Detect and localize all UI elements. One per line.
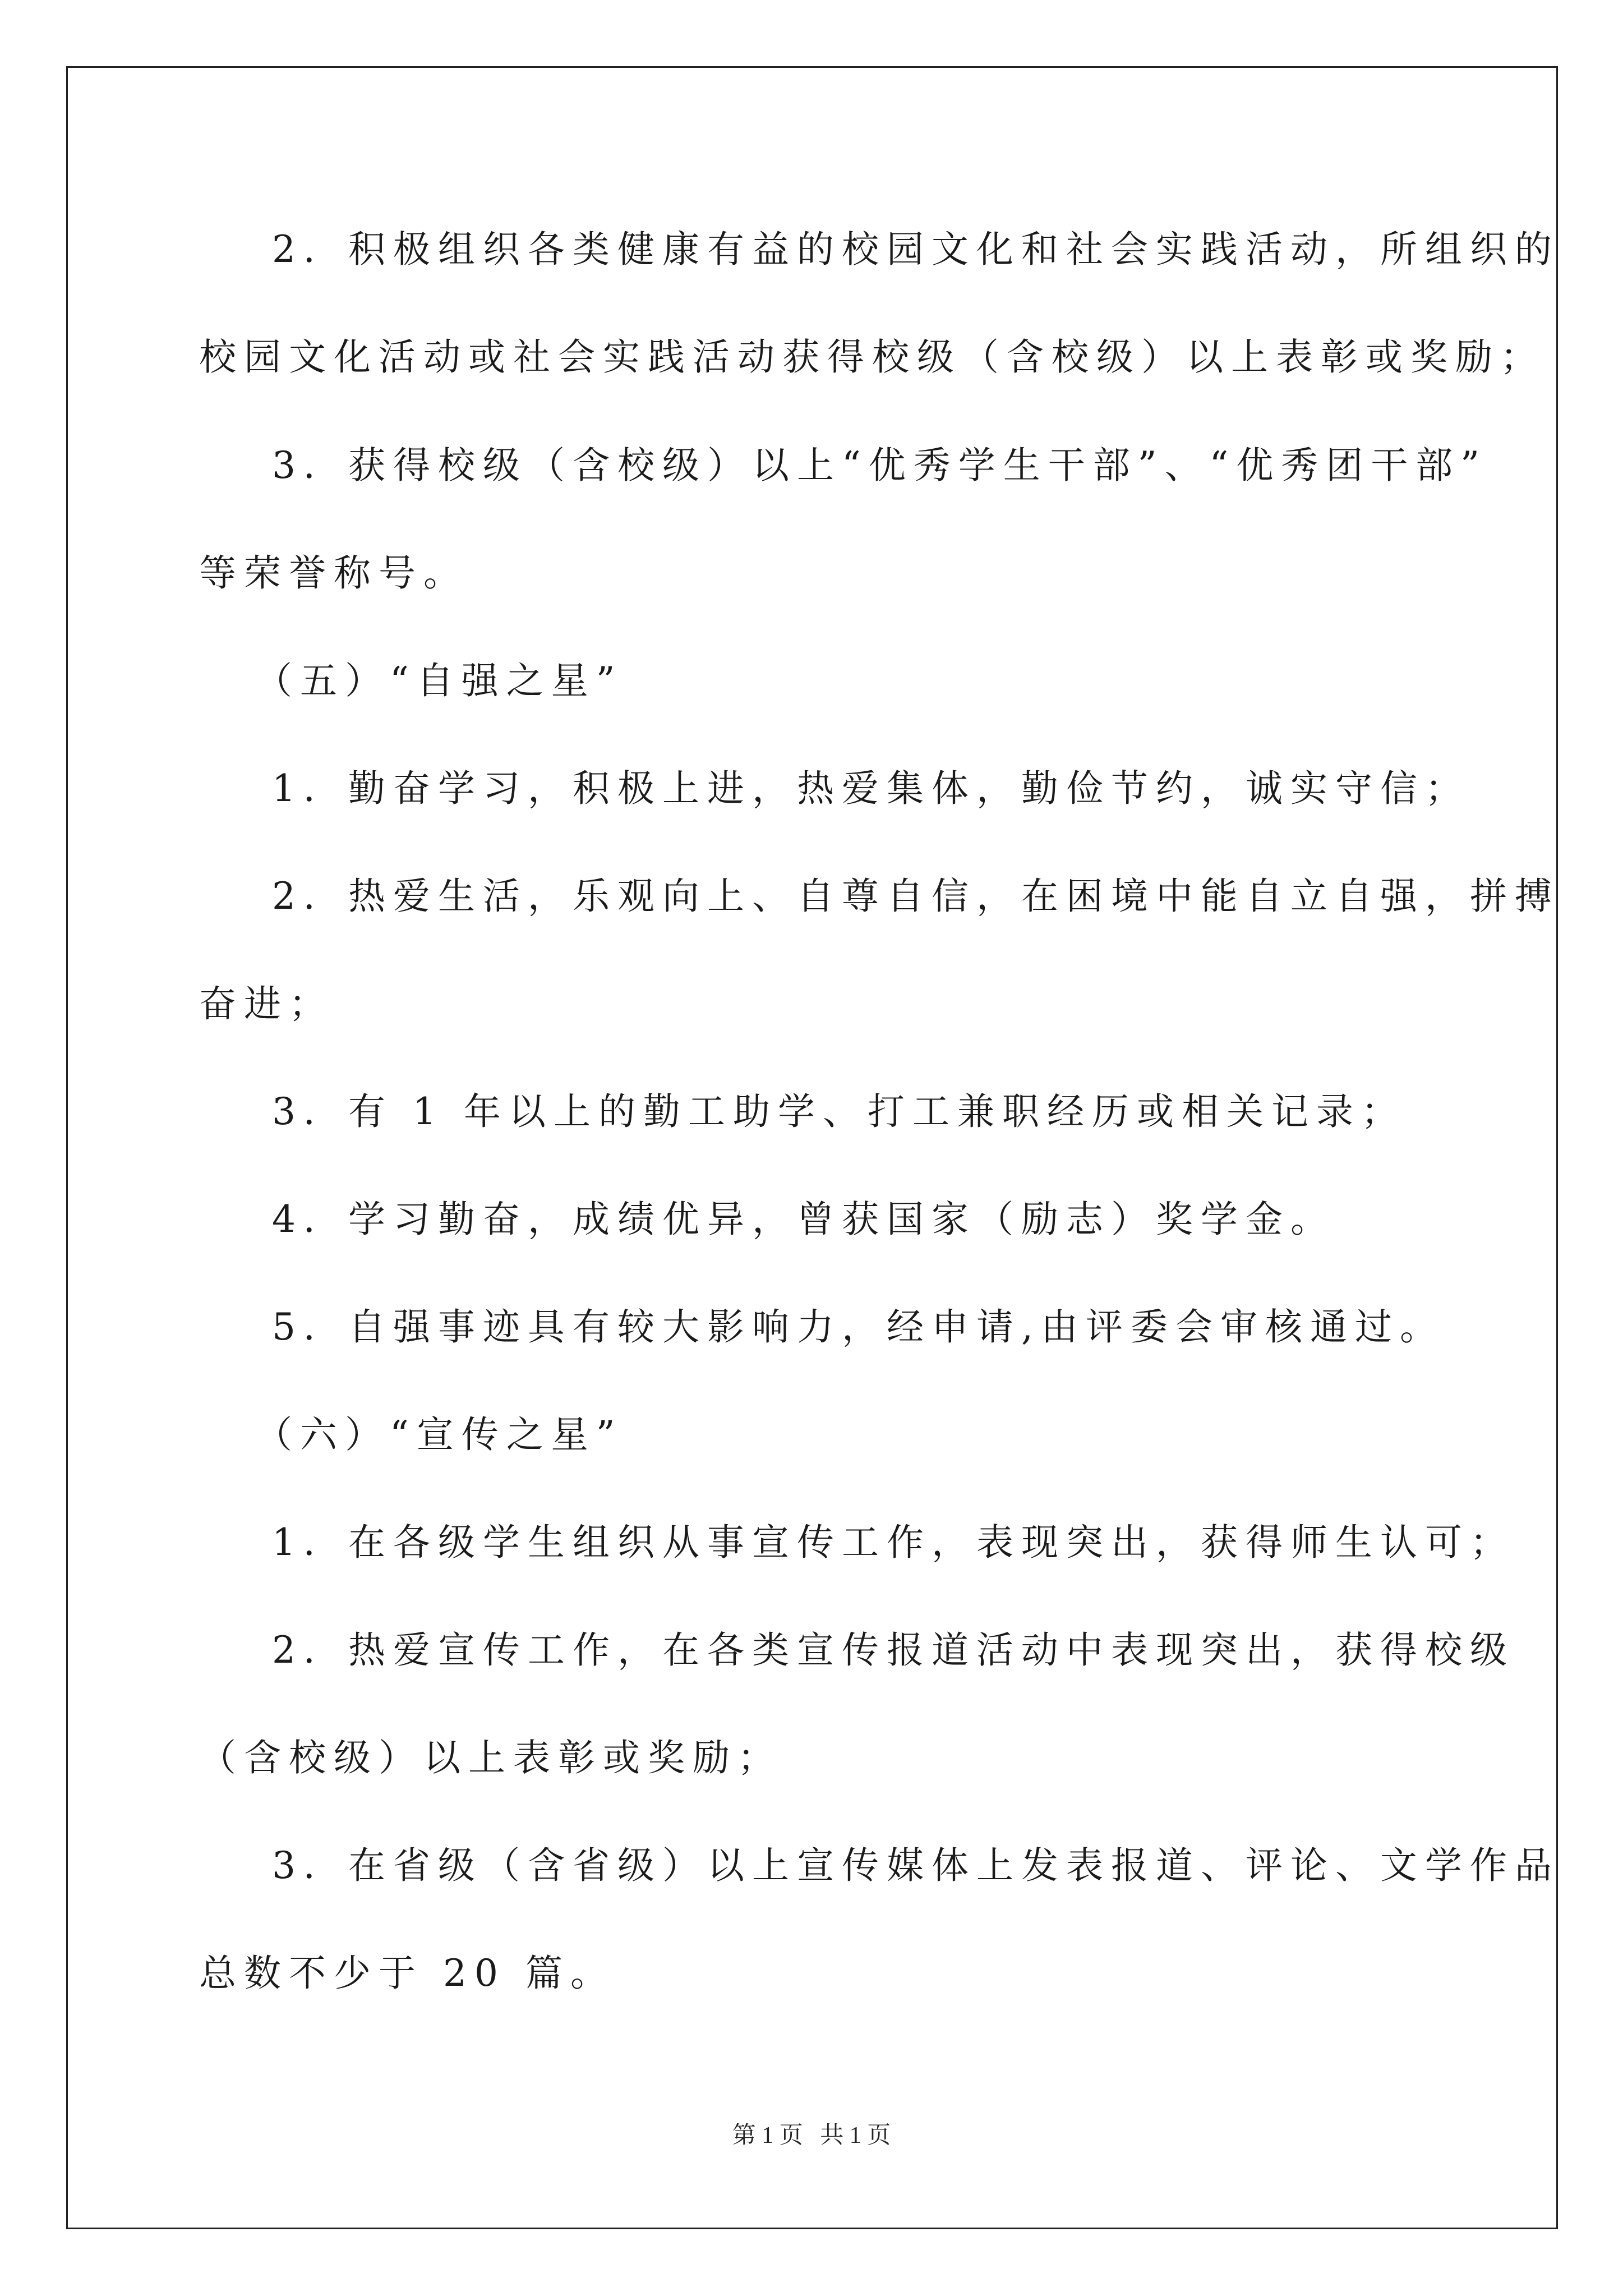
paragraph-line: 2．热爱宣传工作，在各类宣传报道活动中表现突出，获得校级: [272, 1628, 1515, 1672]
page-total: 共 1 页: [820, 2123, 891, 2148]
paragraph-line: 3．获得校级（含校级）以上“优秀学生干部”、“优秀团干部”: [272, 444, 1487, 487]
paragraph-line: 2．积极组织各类健康有益的校园文化和社会实践活动，所组织的: [272, 228, 1560, 271]
page-border: [66, 66, 1558, 2229]
paragraph-line: 1．在各级学生组织从事宣传工作，表现突出，获得师生认可；: [272, 1521, 1515, 1564]
paragraph-line: 1．勤奋学习，积极上进，热爱集体，勤俭节约，诚实守信；: [272, 767, 1470, 810]
paragraph-line: （含校级）以上表彰或奖励；: [199, 1736, 782, 1779]
section-heading: （五）“自强之星”: [255, 659, 623, 702]
paragraph-line: 等荣誉称号。: [199, 551, 468, 595]
paragraph-line: 奋进；: [199, 982, 334, 1025]
page-number: 第 1 页: [732, 2123, 803, 2148]
page-footer: [0, 2122, 1623, 2150]
paragraph-line: 5．自强事迹具有较大影响力，经申请,由评委会审核通过。: [272, 1305, 1445, 1349]
section-heading: （六）“宣传之星”: [255, 1413, 623, 1456]
paragraph-line: 3．在省级（含省级）以上宣传媒体上发表报道、评论、文学作品: [272, 1844, 1560, 1887]
paragraph-line: 3．有 1 年以上的勤工助学、打工兼职经历或相关记录；: [272, 1090, 1406, 1133]
paragraph-line: 2．热爱生活，乐观向上、自尊自信，在困境中能自立自强，拼搏: [272, 875, 1560, 918]
paragraph-line: 校园文化活动或社会实践活动获得校级（含校级）以上表彰或奖励；: [199, 335, 1545, 379]
paragraph-line: 4．学习勤奋，成绩优异，曾获国家（励志）奖学金。: [272, 1198, 1335, 1241]
paragraph-line: 总数不少于 20 篇。: [199, 1952, 615, 1995]
